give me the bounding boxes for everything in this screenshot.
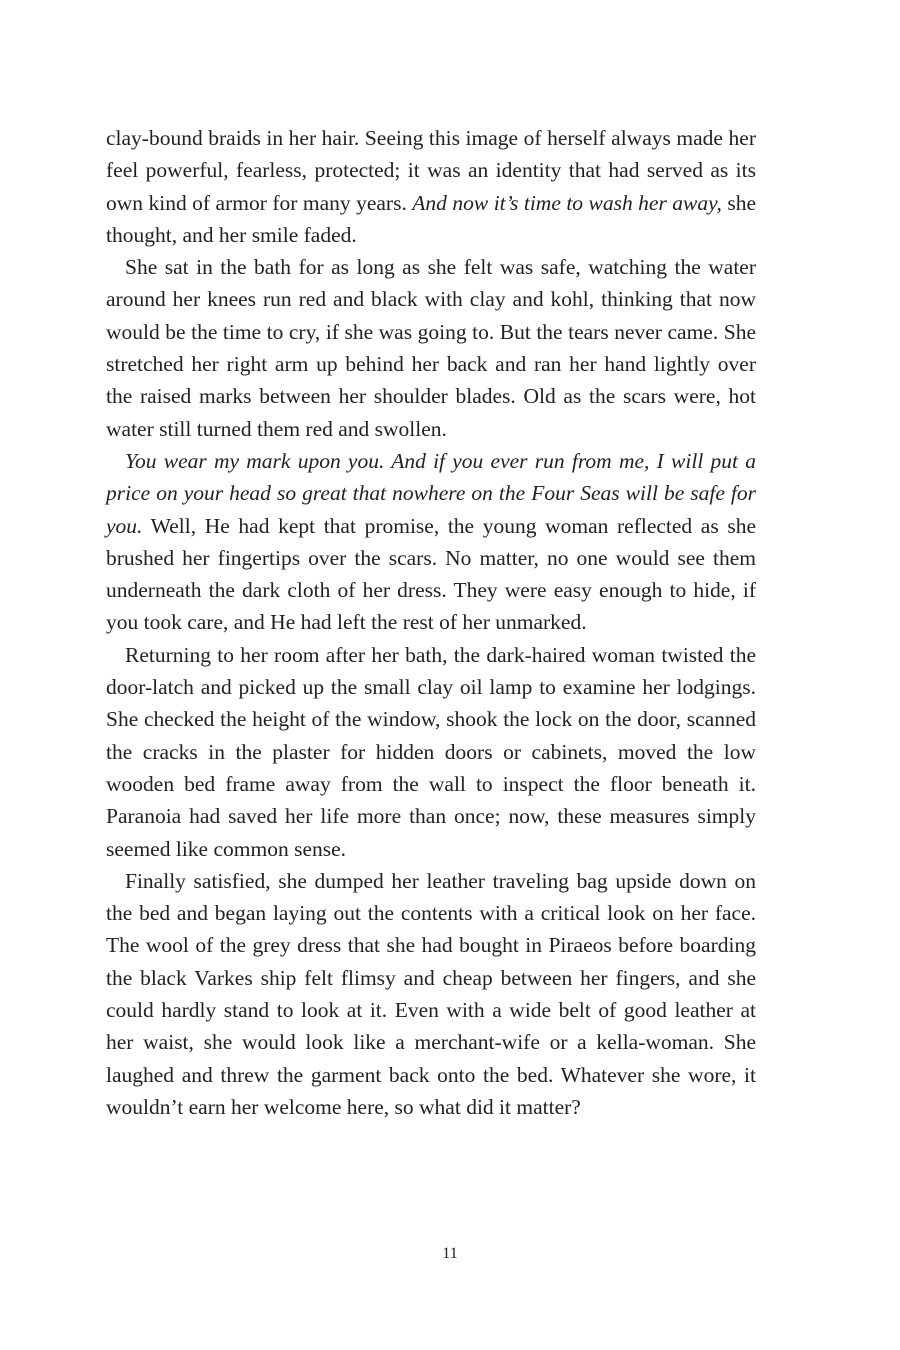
text-run: Finally satisfied, she dumped her leather traveling bag upside down on the bed and began laying out the contents with a critical look on her face. The wool of the grey dress that she had bought in Piraeos before boarding the black Varkes ship felt flimsy and cheap between her fingers, and she could hardly stand to look at it. Even with a wide belt of good leather at her waist, she would look like a merchant-wife or a kella-woman. She laughed and threw the garment back onto the bed. Whatever she wore, it wouldn’t earn her welcome here, so what did it matter?	[106, 868, 756, 1119]
text-run: clay-bound braids in her hair. Seeing this image of herself always made her feel powerful, fearless, protected; it was an identity that had served as its own kind of armor for many years.	[106, 126, 756, 215]
paragraph-1	[106, 122, 756, 251]
text-run: Well, He had kept that promise, the young woman reflected as she brushed her fingertips over the scars. No matter, no one would see them underneath the dark cloth of her dress. They were easy enough to hide, if you took care, and He had left the rest of her unmarked.	[106, 513, 756, 635]
page-number: 11	[442, 1245, 458, 1262]
paragraph-5	[106, 865, 756, 1123]
paragraph-4	[106, 639, 756, 865]
body-text	[106, 122, 756, 1123]
italic-text-run: You wear my mark upon you. And if you ever run from me, I will put a price on your head so great that nowhere on the Four Seas will be safe for you.	[106, 448, 756, 538]
text-run: She sat in the bath for as long as she felt was safe, watching the water around her knees run red and black with clay and kohl, thinking that now would be the time to cry, if she was going to. But the tears never came. She stretched her right arm up behind her back and ran her hand lightly over the raised marks between her shoulder blades. Old as the scars were, hot water still turned them red and swollen.	[106, 255, 756, 441]
italic-text-run: And now it’s time to wash her away,	[412, 190, 722, 215]
paragraph-3	[106, 445, 756, 639]
text-run: she thought, and her smile faded.	[106, 190, 756, 247]
text-run: Returning to her room after her bath, the dark-haired woman twisted the door-latch and picked up the small clay oil lamp to examine her lodgings. She checked the height of the window, shook the lock on the door, scanned the cracks in the plaster for hidden doors or cabinets, moved the low wooden bed frame away from the wall to inspect the floor beneath it. Paranoia had saved her life more than once; now, these measures simply seemed like common sense.	[106, 642, 756, 861]
paragraph-2	[106, 251, 756, 445]
